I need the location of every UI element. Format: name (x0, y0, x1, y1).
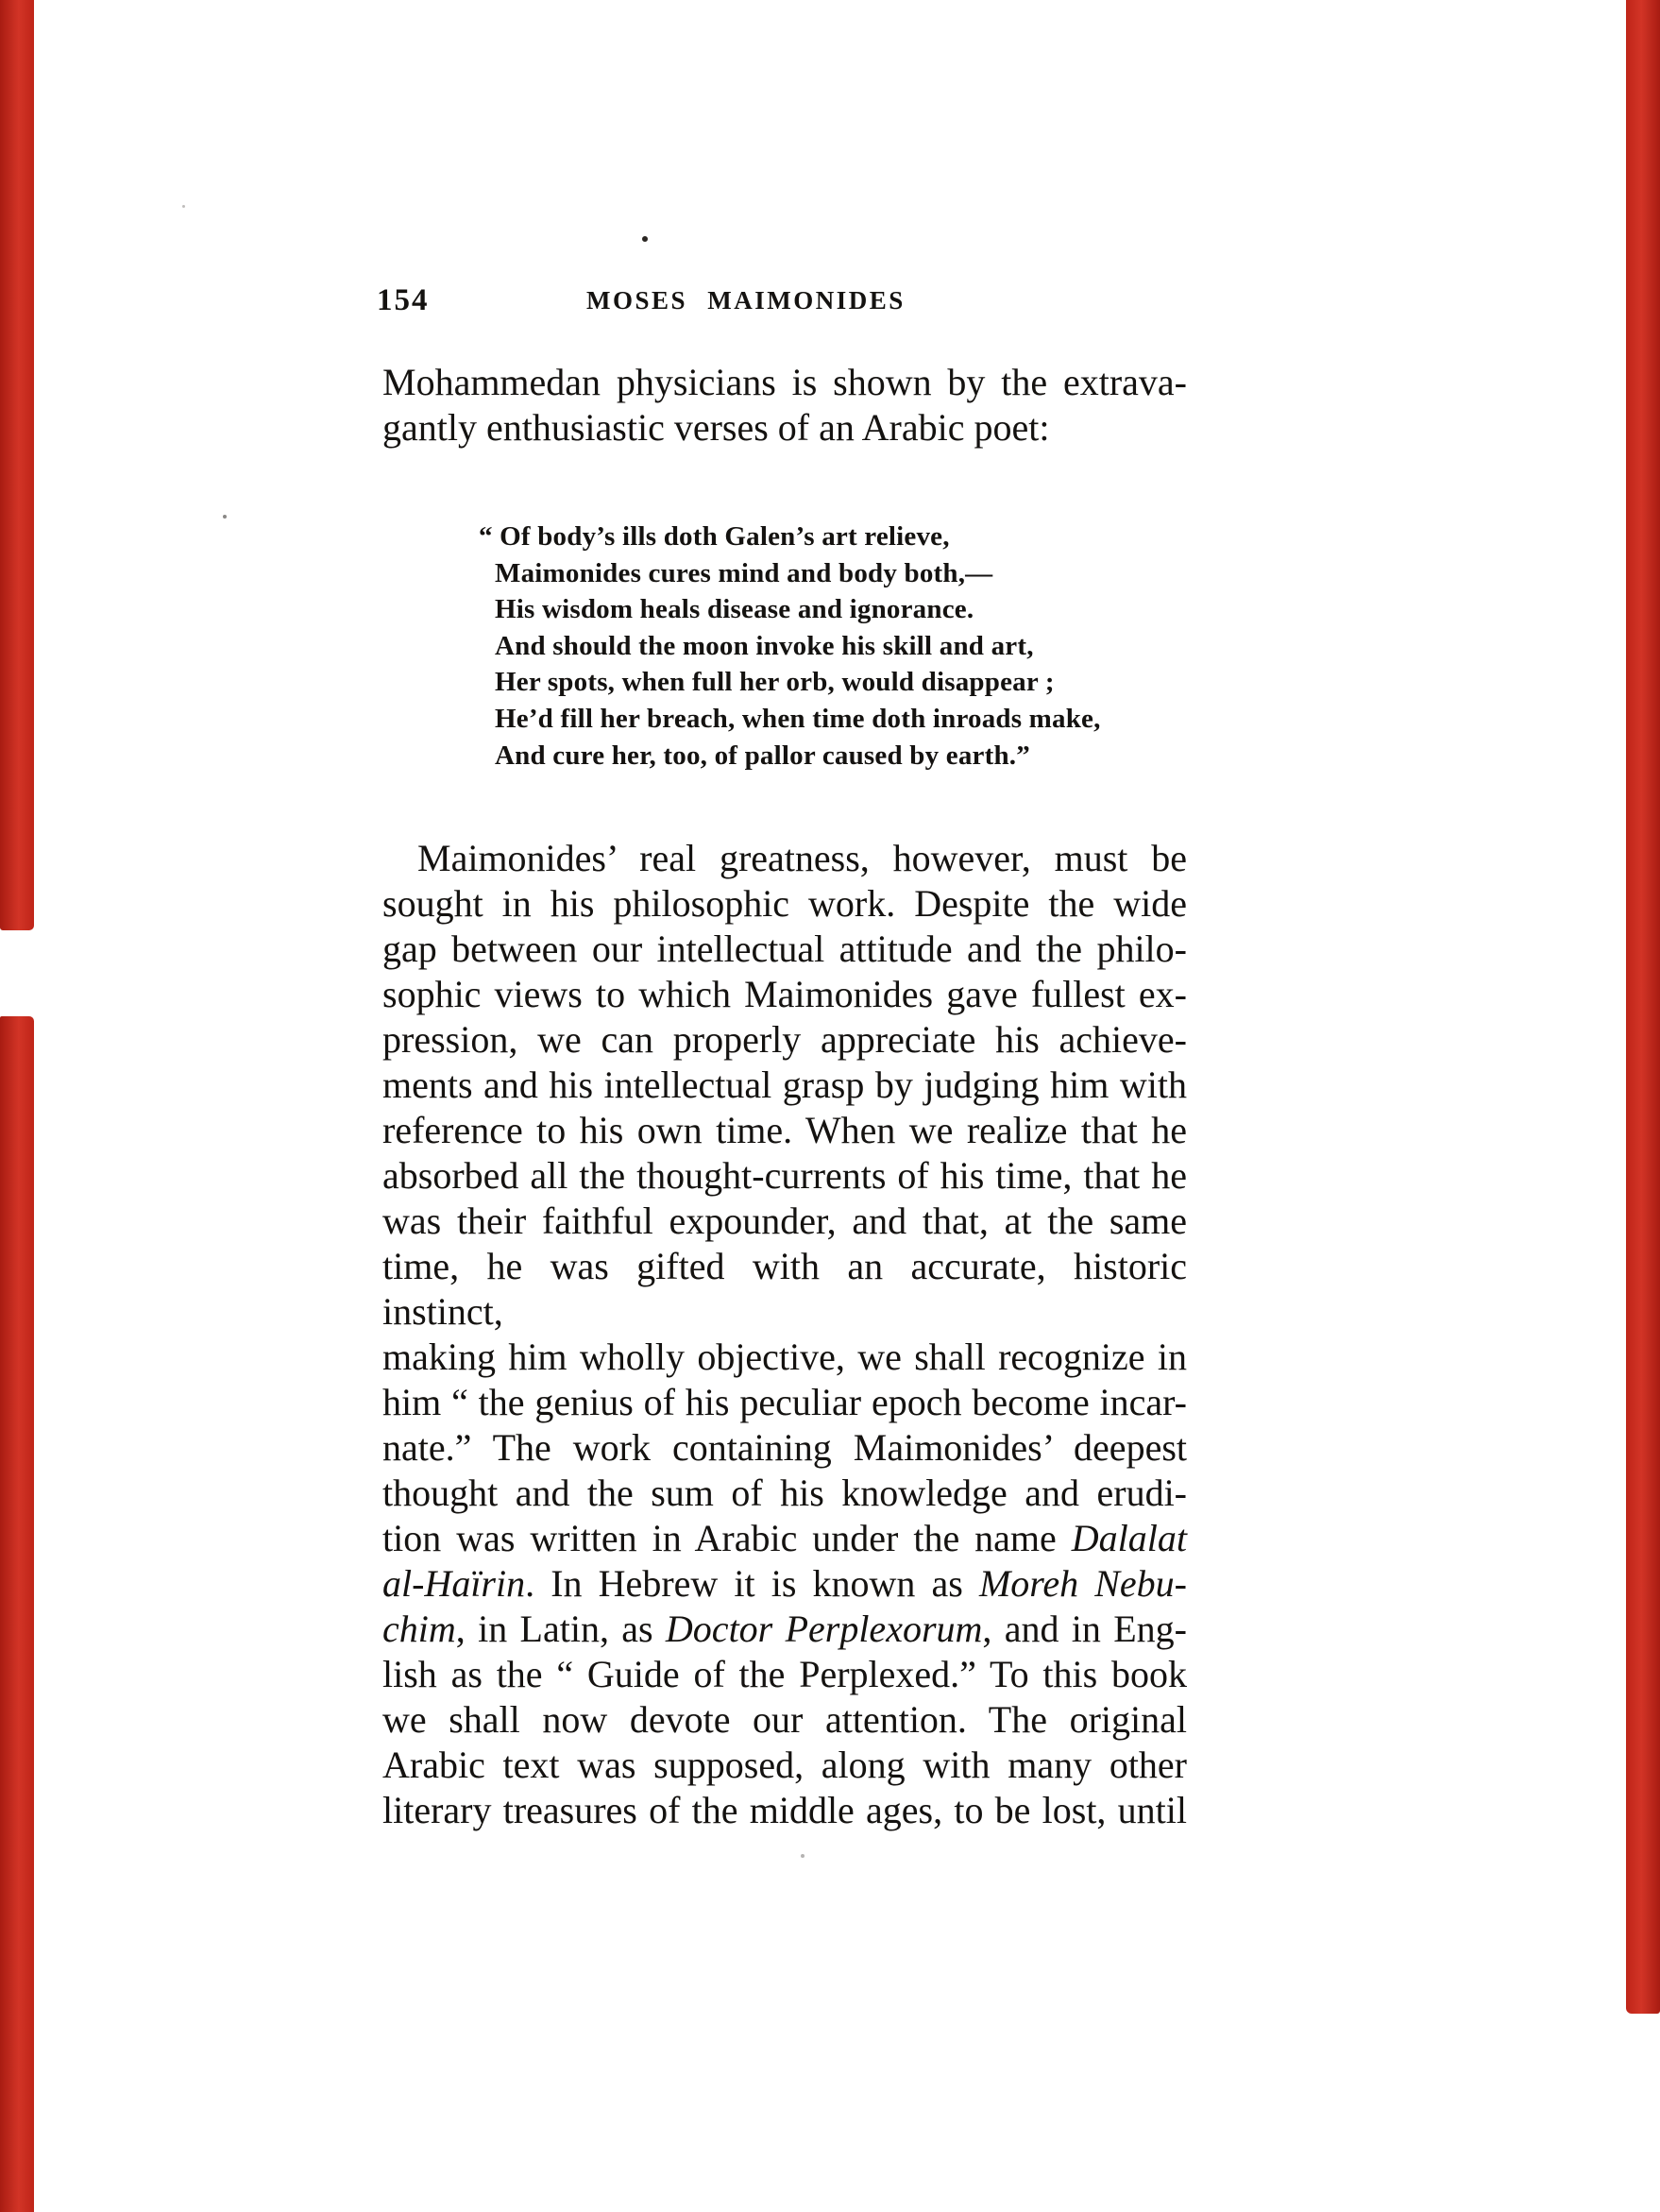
text-line (479, 701, 1215, 738)
text-segment: Her spots, when full her orb, would disappear ; (495, 667, 1055, 698)
text-segment: thought and the sum of his knowledge and erudi- (382, 1472, 1187, 1514)
text-line (382, 1199, 1187, 1244)
text-segment: ments and his intellectual grasp by judging him with (382, 1063, 1187, 1106)
italic-text: Doctor Perplexorum (665, 1608, 983, 1650)
scan-edge-bar-right (1626, 0, 1660, 2014)
text-line (382, 1743, 1187, 1788)
text-line (382, 1788, 1187, 1833)
italic-text: al-Haïrin (382, 1562, 526, 1605)
text-line (382, 972, 1187, 1017)
poem (479, 519, 1215, 774)
text-line (382, 1063, 1187, 1108)
text-line (382, 1471, 1187, 1516)
scan-edge-bar-left-top (0, 0, 34, 930)
italic-text: Dalalat (1071, 1517, 1187, 1559)
italic-text: Moreh Nebu- (978, 1562, 1187, 1605)
text-line (382, 1652, 1187, 1697)
text-line (382, 1516, 1187, 1561)
text-line (382, 1153, 1187, 1199)
text-line (382, 405, 1187, 451)
text-segment: Maimonides cures mind and body both,— (495, 557, 993, 588)
text-segment: tion was written in Arabic under the name (382, 1517, 1072, 1559)
page-number: 154 (377, 283, 430, 317)
text-segment: literary treasures of the middle ages, to be lost, until (382, 1789, 1187, 1831)
text-segment: nate.” The work containing Maimonides’ deepest (382, 1426, 1187, 1469)
text-segment: making him wholly objective, we shall recognize in (382, 1336, 1187, 1378)
text-segment: . In Hebrew it is known as (525, 1562, 979, 1605)
text-line (382, 1425, 1187, 1471)
scan-edge-bar-left-bottom (0, 1016, 34, 2212)
text-segment: And should the moon invoke his skill and art, (495, 630, 1034, 661)
text-segment: gap between our intellectual attitude and the philo- (382, 927, 1187, 970)
text-segment: , in Latin, as (455, 1608, 666, 1650)
text-segment: His wisdom heals disease and ignorance. (495, 594, 974, 625)
text-segment: Maimonides’ real greatness, however, must be (417, 837, 1187, 879)
text-line (382, 1561, 1187, 1607)
text-line (382, 1108, 1187, 1153)
text-line (382, 1244, 1187, 1335)
text-segment: lish as the “ Guide of the Perplexed.” To this book (382, 1653, 1187, 1695)
text-line (382, 1335, 1187, 1380)
paragraph-2 (382, 836, 1187, 1833)
text-segment: “ Of body’s ills doth Galen’s art relieve, (479, 521, 950, 552)
scan-speck (182, 205, 185, 208)
text-segment: He’d fill her breach, when time doth inroads make, (495, 703, 1101, 734)
italic-text: chim (382, 1608, 456, 1650)
text-line (479, 628, 1215, 665)
running-header: MOSES MAIMONIDES (586, 286, 906, 315)
text-segment: Arabic text was supposed, along with many other (382, 1744, 1187, 1786)
text-segment: Mohammedan physicians is shown by the extrava- (382, 361, 1187, 403)
text-line (382, 1697, 1187, 1743)
text-line (479, 591, 1215, 628)
text-line (382, 881, 1187, 927)
text-segment: gantly enthusiastic verses of an Arabic poet: (382, 406, 1050, 449)
text-line (382, 1380, 1187, 1425)
text-line (382, 836, 1187, 881)
text-line (479, 519, 1215, 555)
text-segment: him “ the genius of his peculiar epoch become incar- (382, 1381, 1187, 1423)
scan-speck (801, 1854, 805, 1858)
text-line (382, 927, 1187, 972)
text-segment: reference to his own time. When we realize that he (382, 1109, 1187, 1151)
text-segment: we shall now devote our attention. The original (382, 1698, 1187, 1741)
text-line (479, 738, 1215, 774)
text-segment: , and in Eng- (982, 1608, 1187, 1650)
paragraph-1 (382, 360, 1187, 451)
text-segment: absorbed all the thought-currents of his time, that he (382, 1154, 1187, 1197)
text-line (382, 1607, 1187, 1652)
text-segment: And cure her, too, of pallor caused by earth.” (495, 740, 1030, 771)
text-segment: pression, we can properly appreciate his achieve- (382, 1018, 1187, 1061)
text-line (382, 360, 1187, 405)
text-segment: sought in his philosophic work. Despite the wide (382, 882, 1187, 925)
text-line (479, 555, 1215, 592)
text-line (479, 664, 1215, 701)
text-segment: was their faithful expounder, and that, at the same (382, 1200, 1187, 1242)
text-segment: time, he was gifted with an accurate, historic instinct, (382, 1245, 1187, 1333)
scan-speck (642, 236, 648, 242)
text-segment: sophic views to which Maimonides gave fullest ex- (382, 973, 1187, 1015)
scan-speck (223, 515, 227, 519)
text-line (382, 1017, 1187, 1063)
